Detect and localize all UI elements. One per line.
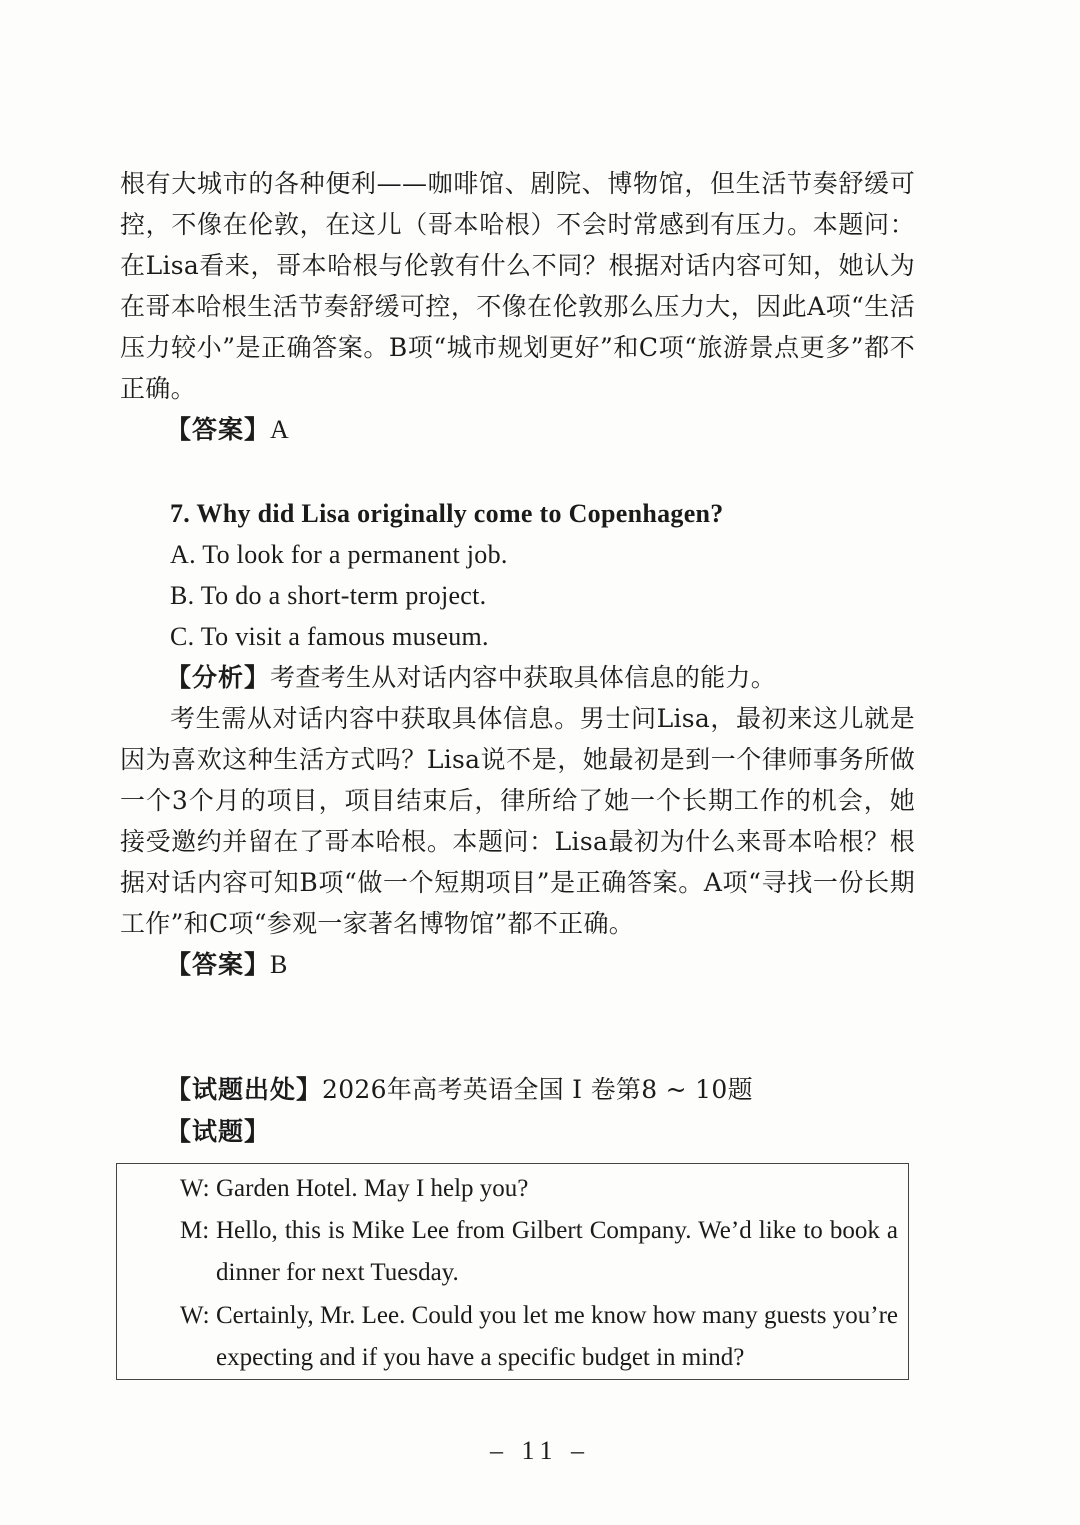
explanation-paragraph-q7: 考生需从对话内容中获取具体信息。男士问Lisa，最初来这儿就是因为喜欢这种生活方式吗？Lisa说不是，她最初是到一个律师事务所做一个3个月的项目，项目结束后，律所给了她一个长期工作的机会，她接受邀约并留在了哥本哈根。本题问：Lisa最初为什么来哥本哈根？根据对话内容可知B项“做一个短期项目”是正确答案。A项“寻找一份长期工作”和C项“参观一家著名博物馆”都不正确。: [120, 704, 915, 938]
analysis-line-q7: [166, 657, 776, 698]
source-text: 2026年高考英语全国 I 卷第8 ~ 10题: [322, 1075, 753, 1104]
analysis-text: 考查考生从对话内容中获取具体信息的能力。: [270, 663, 777, 692]
answer-tag: 【答案】: [166, 950, 271, 979]
dialogue-line-1: [180, 1168, 900, 1210]
test-heading: [166, 1111, 270, 1152]
dialogue-text: Garden Hotel. May I help you?: [216, 1175, 529, 1202]
option-b: B. To do a short-term project.: [170, 581, 487, 610]
explanation-paragraph-q6: 根有大城市的各种便利——咖啡馆、剧院、博物馆，但生活节奏舒缓可控，不像在伦敦，在这儿（哥本哈根）不会时常感到有压力。本题问：在Lisa看来，哥本哈根与伦敦有什么不同？根据对话内容可知，她认为在哥本哈根生活节奏舒缓可控，不像在伦敦那么压力大，因此A项“生活压力较小”是正确答案。B项“城市规划更好”和C项“旅游景点更多”都不正确。: [120, 169, 915, 403]
answer-value: A: [270, 415, 290, 444]
answer-tag: 【答案】: [166, 415, 271, 444]
dialogue-text: Certainly, Mr. Lee. Could you let me know how many guests you’re expecting and if you have a specific budget in mind?: [216, 1302, 898, 1371]
test-tag: 【试题】: [166, 1117, 271, 1146]
option-c: C. To visit a famous museum.: [170, 622, 489, 651]
source-tag: 【试题出处】: [166, 1075, 323, 1104]
dialogue-line-3: [180, 1295, 900, 1379]
source-line: [166, 1069, 753, 1110]
dialogue-line-2: [180, 1210, 900, 1294]
page-number: – 11 –: [489, 1436, 591, 1465]
speaker-label: M:: [180, 1217, 210, 1244]
answer-value: B: [270, 950, 288, 979]
question-stem-q7: 7. Why did Lisa originally come to Copenhagen?: [170, 499, 724, 528]
dialogue-text: Hello, this is Mike Lee from Gilbert Company. We’d like to book a dinner for next Tuesday.: [216, 1217, 898, 1286]
speaker-label: W:: [180, 1175, 210, 1202]
speaker-label: W:: [180, 1302, 210, 1329]
answer-line-q7: [166, 944, 288, 985]
option-a: A. To look for a permanent job.: [170, 540, 508, 569]
analysis-tag: 【分析】: [166, 663, 271, 692]
answer-line-q6: [166, 409, 289, 450]
